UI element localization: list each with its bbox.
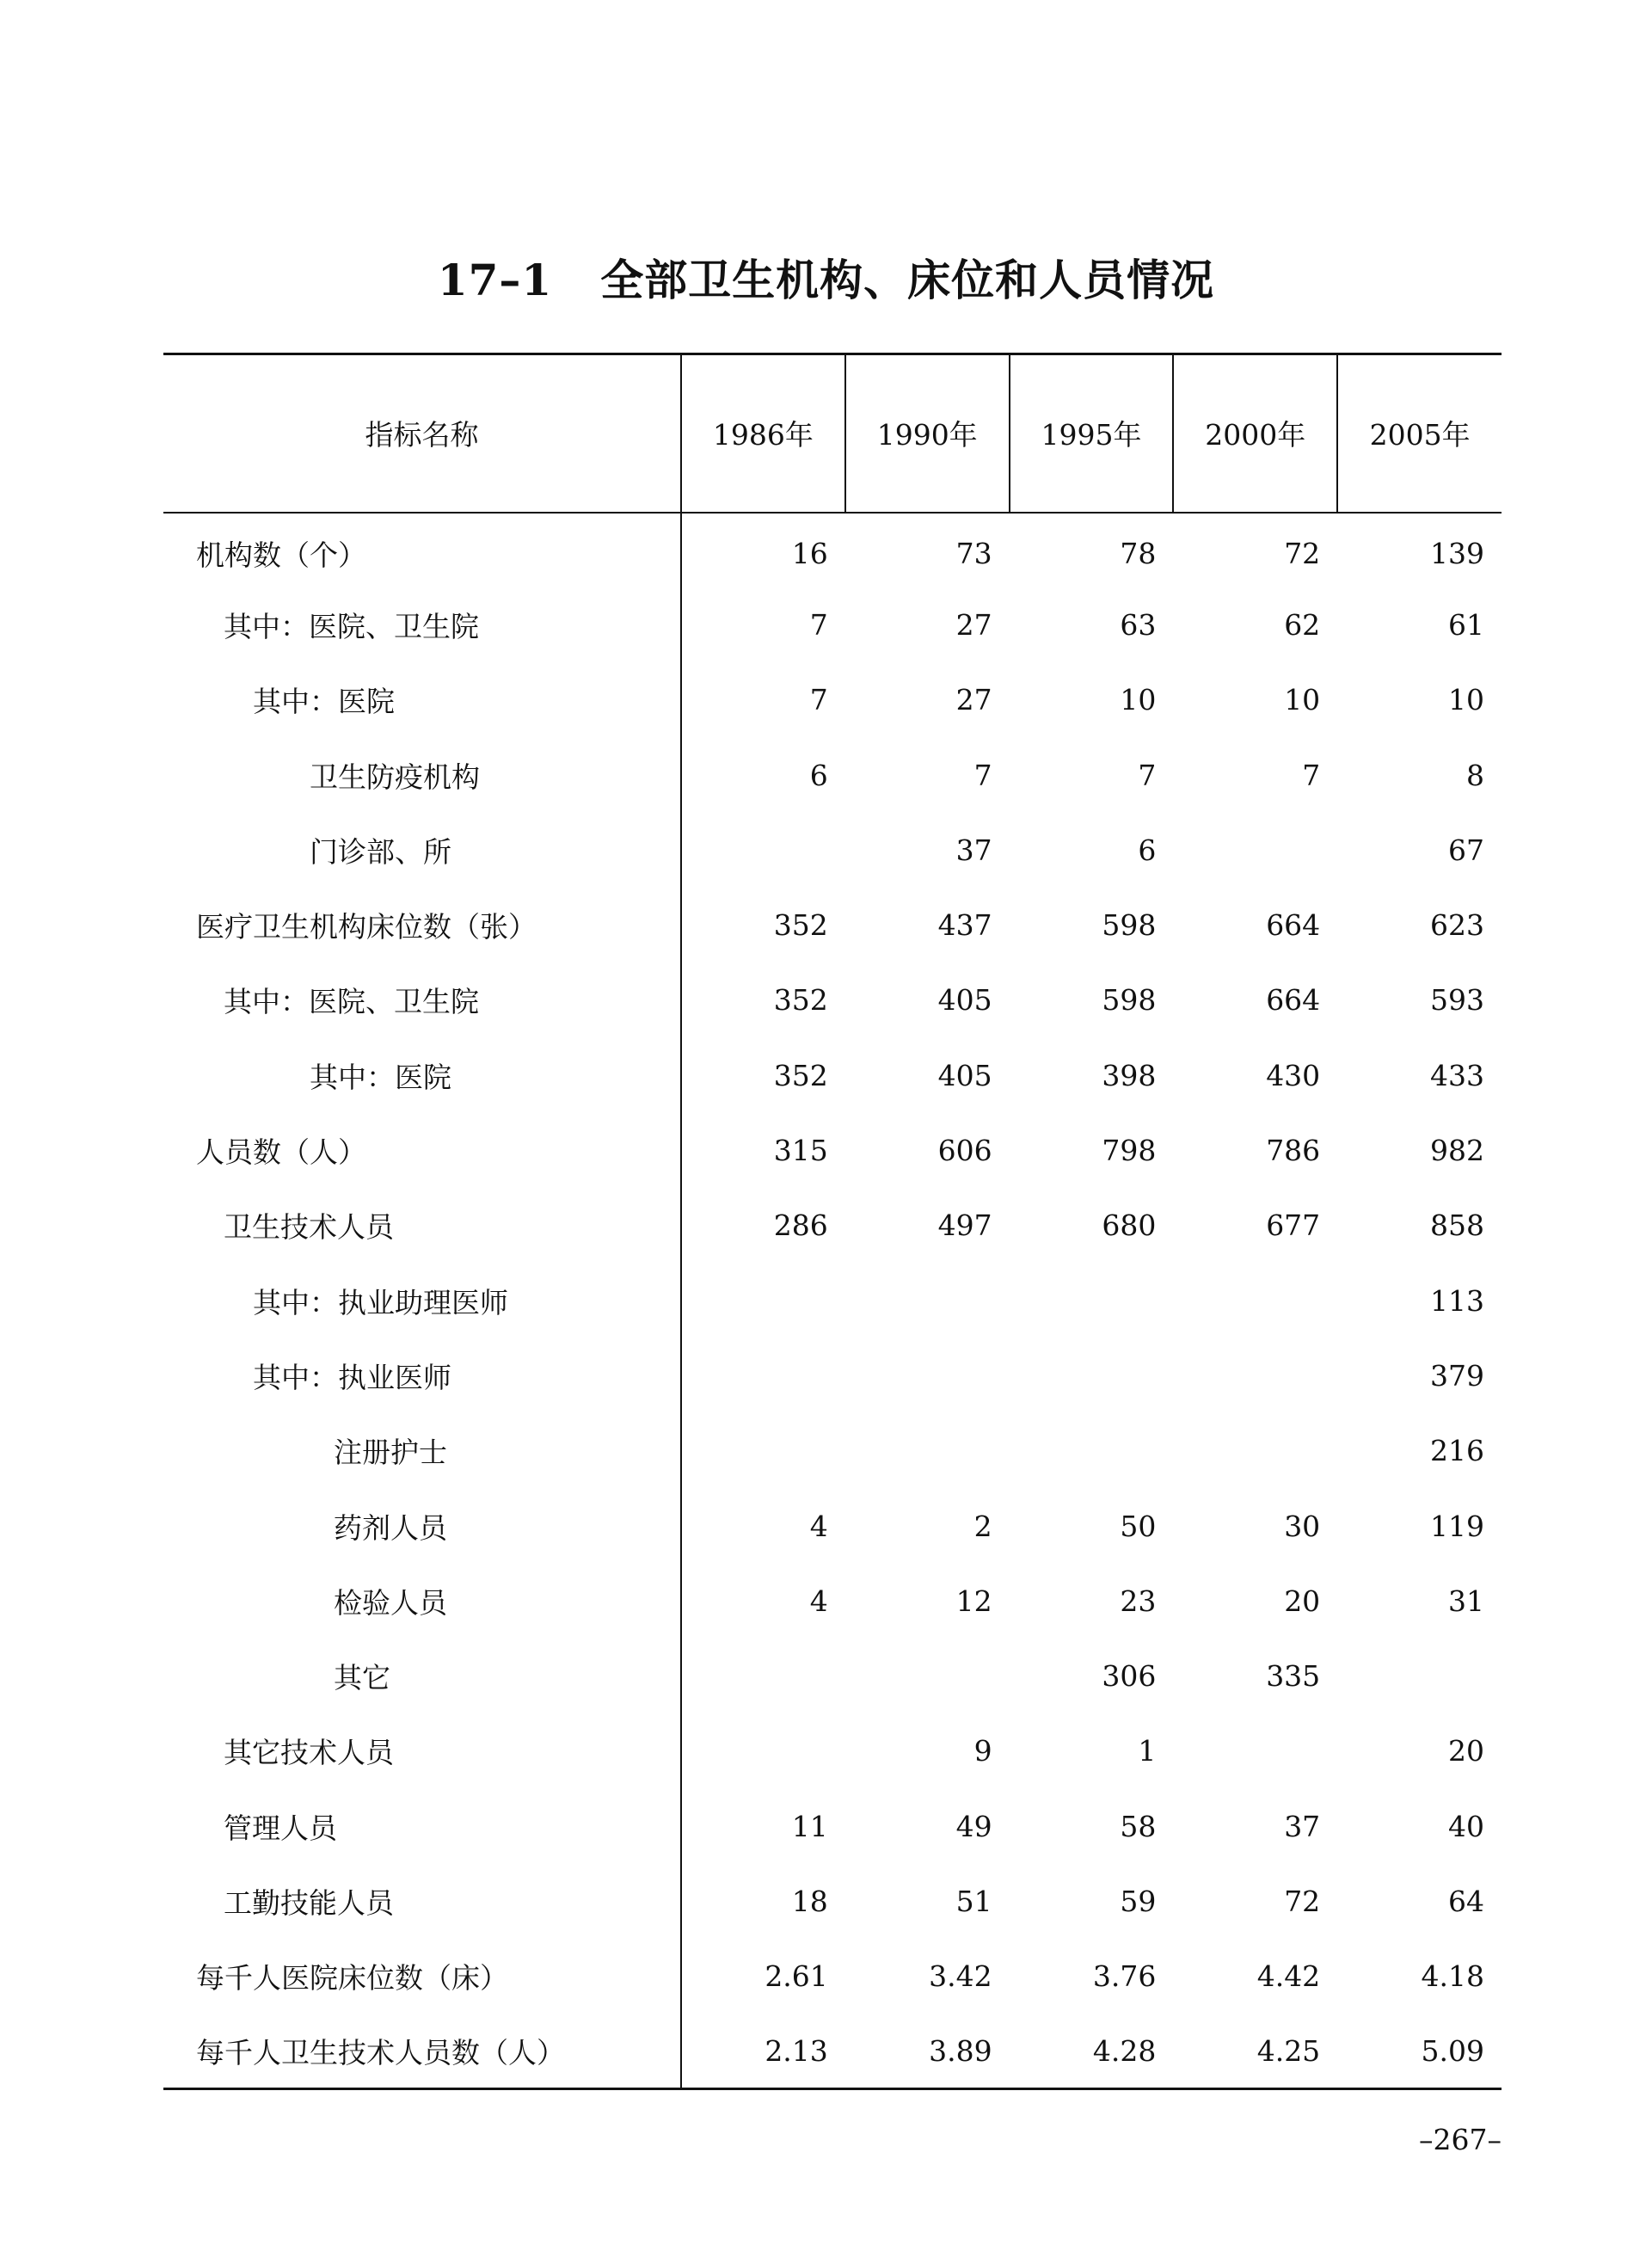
cell-value: 623 (1430, 908, 1484, 943)
row-label: 其中：执业医师 (163, 1338, 681, 1413)
cell-value: 497 (937, 1208, 992, 1243)
table-row (163, 1113, 1502, 1188)
cell-value: 78 (1120, 537, 1157, 571)
row-label: 医疗卫生机构床位数（张） (163, 888, 681, 962)
row-label: 其中：医院 (163, 662, 681, 737)
cell-value (845, 1338, 1010, 1413)
cell-value (1010, 1338, 1174, 1413)
cell-value (681, 1263, 845, 1338)
cell-value: 786 (1266, 1134, 1321, 1168)
cell-value: 433 (1430, 1058, 1484, 1092)
table-row (163, 662, 1502, 737)
cell-value: 11 (791, 1809, 828, 1843)
header-year-1990: 1990年 (845, 354, 1010, 513)
row-label: 每千人医院床位数（床） (163, 1939, 681, 2014)
cell-value: 27 (955, 683, 992, 717)
cell-value (1173, 1713, 1337, 1788)
cell-value: 593 (1430, 983, 1484, 1018)
cell-value: 40 (1448, 1809, 1484, 1843)
cell-value (1010, 1263, 1174, 1338)
row-label: 其它技术人员 (163, 1713, 681, 1788)
cell-value: 72 (1284, 537, 1321, 571)
row-label: 每千人卫生技术人员数（人） (163, 2014, 681, 2088)
cell-value: 4.25 (1173, 2014, 1337, 2088)
cell-value: 430 (1266, 1058, 1321, 1092)
cell-value: 858 (1430, 1208, 1484, 1243)
cell-value: 1 (1138, 1734, 1157, 1768)
row-label: 门诊部、所 (163, 813, 681, 888)
cell-value: 680 (1102, 1208, 1157, 1243)
table-row (163, 1864, 1502, 1939)
cell-value: 306 (1102, 1659, 1157, 1694)
cell-value: 286 (773, 1208, 828, 1243)
statistics-table (163, 353, 1502, 2090)
cell-value (845, 1263, 1010, 1338)
table-row (163, 813, 1502, 888)
cell-value: 216 (1430, 1434, 1484, 1468)
table-row (163, 1939, 1502, 2014)
cell-value: 50 (1120, 1509, 1157, 1543)
table-title-text: 全部卫生机构、床位和人员情况 (600, 255, 1215, 305)
cell-value (681, 1713, 845, 1788)
table-body (163, 513, 1502, 2089)
cell-value: 2 (973, 1509, 992, 1543)
header-year-1986: 1986年 (681, 354, 845, 513)
table-row (163, 1713, 1502, 1788)
cell-value: 63 (1120, 607, 1157, 642)
cell-value (681, 1413, 845, 1488)
cell-value (1337, 1639, 1502, 1713)
cell-value: 437 (937, 908, 992, 943)
cell-value: 2.13 (681, 2014, 845, 2088)
cell-value: 4 (809, 1509, 828, 1543)
table-row (163, 1038, 1502, 1113)
cell-value: 62 (1284, 607, 1321, 642)
table-row (163, 1338, 1502, 1413)
cell-value: 598 (1102, 908, 1157, 943)
row-label: 其中：医院、卫生院 (163, 587, 681, 662)
cell-value: 67 (1448, 833, 1484, 867)
cell-value: 598 (1102, 983, 1157, 1018)
table-row (163, 1188, 1502, 1263)
header-year-2000: 2000年 (1173, 354, 1337, 513)
cell-value: 405 (937, 1058, 992, 1092)
row-label: 其中：医院、卫生院 (163, 962, 681, 1037)
cell-value: 677 (1266, 1208, 1321, 1243)
cell-value (681, 813, 845, 888)
cell-value: 3.76 (1092, 1959, 1157, 1994)
row-label: 其中：执业助理医师 (163, 1263, 681, 1338)
cell-value: 37 (955, 833, 992, 867)
cell-value: 6 (809, 758, 828, 792)
cell-value: 58 (1120, 1809, 1157, 1843)
cell-value (681, 1639, 845, 1713)
row-label: 人员数（人） (163, 1113, 681, 1188)
cell-value: 6 (1138, 833, 1157, 867)
table-row (163, 513, 1502, 587)
cell-value: 4 (809, 1584, 828, 1618)
cell-value: 4.28 (1010, 2014, 1174, 2088)
cell-value: 606 (937, 1134, 992, 1168)
cell-value (845, 1413, 1010, 1488)
row-label: 机构数（个） (163, 513, 681, 587)
table-row (163, 1564, 1502, 1639)
cell-value: 37 (1284, 1809, 1321, 1843)
cell-value: 7 (1302, 758, 1321, 792)
cell-value: 4.42 (1256, 1959, 1321, 1994)
header-indicator-name: 指标名称 (163, 354, 681, 513)
cell-value: 7 (809, 607, 828, 642)
cell-value: 5.09 (1337, 2014, 1502, 2088)
cell-value: 405 (937, 983, 992, 1018)
row-label: 管理人员 (163, 1789, 681, 1864)
cell-value: 10 (1448, 683, 1484, 717)
cell-value: 139 (1430, 537, 1484, 571)
page-title (0, 248, 1652, 313)
cell-value (845, 1639, 1010, 1713)
table-header-row (163, 354, 1502, 513)
table-row (163, 737, 1502, 812)
cell-value (1173, 813, 1337, 888)
cell-value: 59 (1120, 1884, 1157, 1918)
cell-value (1173, 1338, 1337, 1413)
cell-value: 16 (791, 537, 828, 571)
cell-value: 10 (1284, 683, 1321, 717)
cell-value: 798 (1102, 1134, 1157, 1168)
cell-value: 23 (1120, 1584, 1157, 1618)
cell-value: 51 (955, 1884, 992, 1918)
cell-value (1010, 1413, 1174, 1488)
cell-value: 64 (1448, 1884, 1484, 1918)
table-row (163, 888, 1502, 962)
row-label: 工勤技能人员 (163, 1864, 681, 1939)
cell-value: 73 (955, 537, 992, 571)
table-row (163, 1639, 1502, 1713)
cell-value: 664 (1266, 908, 1321, 943)
cell-value: 113 (1430, 1283, 1484, 1318)
cell-value: 10 (1120, 683, 1157, 717)
cell-value: 61 (1448, 607, 1484, 642)
table-row (163, 962, 1502, 1037)
cell-value: 20 (1284, 1584, 1321, 1618)
cell-value: 315 (773, 1134, 828, 1168)
cell-value: 335 (1266, 1659, 1321, 1694)
cell-value: 7 (973, 758, 992, 792)
table-row (163, 1263, 1502, 1338)
table-row (163, 1413, 1502, 1488)
cell-value: 352 (773, 1058, 828, 1092)
cell-value (681, 1338, 845, 1413)
table-row (163, 2014, 1502, 2088)
table-number: 17–1 (437, 255, 553, 305)
cell-value (1173, 1413, 1337, 1488)
row-label: 注册护士 (163, 1413, 681, 1488)
cell-value: 982 (1430, 1134, 1484, 1168)
table-row (163, 1789, 1502, 1864)
cell-value: 2.61 (765, 1959, 828, 1994)
header-year-1995: 1995年 (1010, 354, 1174, 513)
cell-value: 379 (1430, 1358, 1484, 1393)
row-label: 卫生技术人员 (163, 1188, 681, 1263)
cell-value: 8 (1466, 758, 1484, 792)
cell-value: 119 (1430, 1509, 1484, 1543)
cell-value (1173, 1263, 1337, 1338)
cell-value: 352 (773, 908, 828, 943)
cell-value: 3.42 (929, 1959, 992, 1994)
cell-value: 9 (973, 1734, 992, 1768)
cell-value: 72 (1284, 1884, 1321, 1918)
cell-value: 4.18 (1421, 1959, 1484, 1994)
cell-value: 18 (791, 1884, 828, 1918)
cell-value: 31 (1448, 1584, 1484, 1618)
table-row (163, 587, 1502, 662)
cell-value: 49 (955, 1809, 992, 1843)
cell-value: 664 (1266, 983, 1321, 1018)
cell-value: 398 (1102, 1058, 1157, 1092)
cell-value: 3.89 (845, 2014, 1010, 2088)
table-row (163, 1488, 1502, 1563)
cell-value: 27 (955, 607, 992, 642)
cell-value: 7 (809, 683, 828, 717)
row-label: 卫生防疫机构 (163, 737, 681, 812)
cell-value: 7 (1138, 758, 1157, 792)
cell-value: 12 (955, 1584, 992, 1618)
header-year-2005: 2005年 (1337, 354, 1502, 513)
row-label: 其中：医院 (163, 1038, 681, 1113)
cell-value: 20 (1448, 1734, 1484, 1768)
page-number: –267– (1419, 2123, 1502, 2156)
row-label: 检验人员 (163, 1564, 681, 1639)
row-label: 其它 (163, 1639, 681, 1713)
cell-value: 30 (1284, 1509, 1321, 1543)
row-label: 药剂人员 (163, 1488, 681, 1563)
cell-value: 352 (773, 983, 828, 1018)
